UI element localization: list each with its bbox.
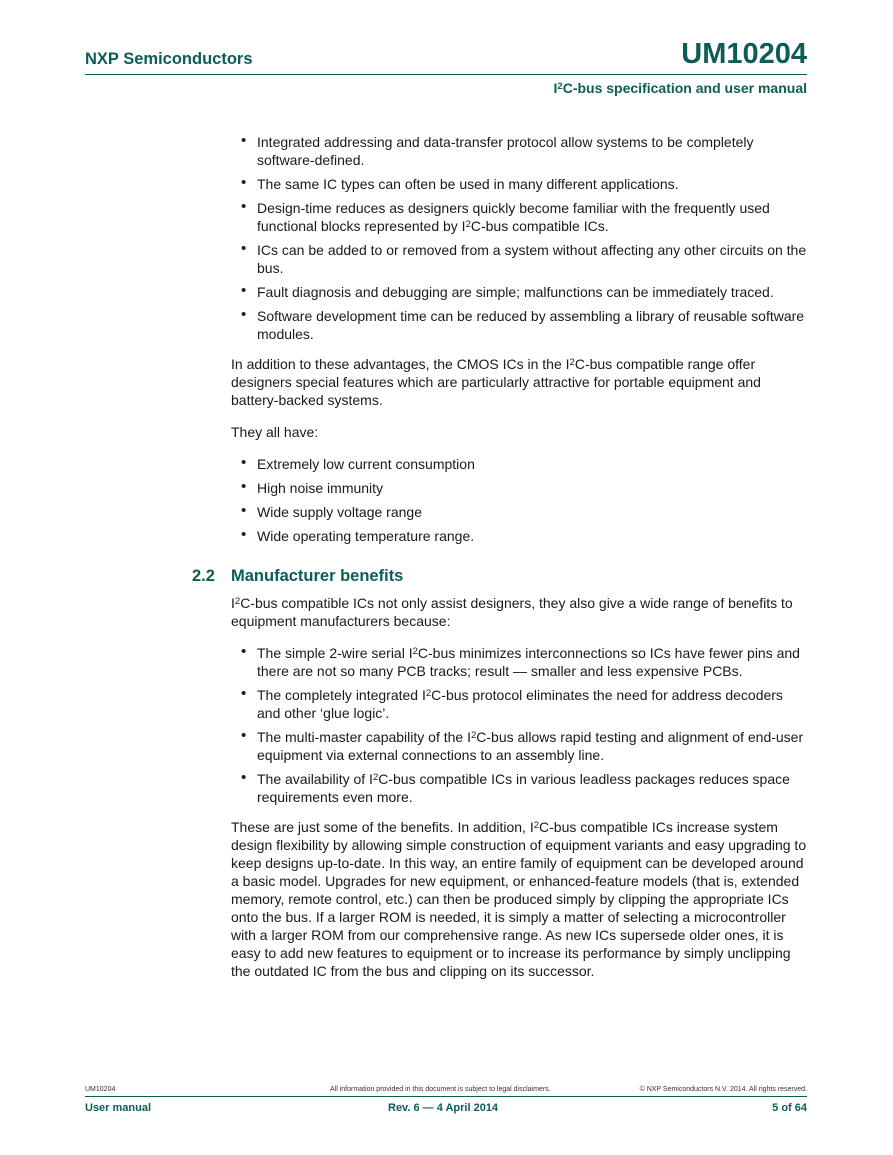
subtitle-post: C-bus specification and user manual [562, 80, 807, 96]
list-item [231, 241, 809, 277]
subtitle-sup: 2 [557, 81, 563, 93]
footer-revision: Rev. 6 — 4 April 2014 [388, 1102, 499, 1114]
list-item [231, 199, 809, 235]
paragraph [231, 594, 809, 630]
document-id: UM10204 [681, 38, 807, 70]
list-item [231, 283, 809, 301]
header-divider [85, 74, 807, 75]
company-name: NXP Semiconductors [85, 50, 253, 68]
list-item-post: C-bus compatible ICs in various leadless packages reduces space requirements even more. [257, 771, 790, 805]
subtitle-pre: I [553, 80, 558, 96]
features-list [231, 455, 809, 545]
paragraph-post: C-bus compatible ICs increase system design flexibility by allowing simple construction of equipment variants and easy upgrading to keep designs up-to-date. In this way, an entire family of equipment can be developed around a basic model. Upgrades for new equipment, or enhanced-feature models (that is, extended memory, remote control, etc.) can then be produced simply by clipping the appropriate ICs onto the bus. If a larger ROM is needed, it is simply a matter of selecting a microcontroller with a larger ROM from our comprehensive range. As new ICs supersede older ones, it is easy to add new features to equipment or to increase its performance by simply unclipping the outdated IC from the bus and clipping on its successor. [231, 819, 807, 979]
list-item-sup: 2 [412, 646, 418, 658]
section-number: 2.2 [192, 567, 215, 585]
list-item: • Wide operating temperature range. [231, 527, 809, 545]
footer-doc-id: UM10204 [85, 1086, 116, 1093]
list-item [231, 307, 809, 343]
footer-page-number: 5 of 64 [772, 1102, 807, 1114]
paragraph-pre: In addition to these advantages, the CMOS ICs in the I [231, 356, 570, 372]
section-title: Manufacturer benefits [231, 567, 404, 585]
list-item-text: The same IC types can often be used in many different applications. [257, 176, 679, 192]
paragraph-sup: 2 [234, 596, 241, 608]
footer-doc-type: User manual [85, 1102, 152, 1114]
list-item-pre: The availability of I [257, 771, 373, 787]
document-subtitle [554, 80, 807, 96]
list-item [231, 133, 809, 169]
list-item-sup: 2 [372, 772, 379, 784]
footer-copyright: © NXP Semiconductors N.V. 2014. All rights reserved. [639, 1086, 807, 1093]
list-item-post: C-bus minimizes interconnections so ICs have fewer pins and there are not so many PCB tracks; result — smaller and less expensive PCBs. [257, 645, 800, 679]
list-item-text: Software development time can be reduced by assembling a library of reusable software modules. [257, 308, 805, 342]
list-item [231, 770, 809, 806]
paragraph-post: C-bus compatible range offer designers special features which are particularly attractive for portable equipment and battery-backed systems. [231, 356, 761, 408]
paragraph-post: C-bus compatible ICs not only assist designers, they also give a wide range of benefits to equipment manufacturers because: [231, 595, 793, 629]
paragraph [231, 818, 809, 980]
benefits-list [231, 644, 809, 806]
list-item: • Wide supply voltage range [231, 503, 809, 521]
paragraph-pre: I [231, 595, 235, 611]
list-item-post: C-bus allows rapid testing and alignment of end-user equipment via external connections to an assembly line. [257, 729, 804, 763]
paragraph-sup: 2 [533, 820, 540, 832]
list-item-text: Integrated addressing and data-transfer protocol allow systems to be completely software-defined. [257, 134, 754, 168]
paragraph: They all have: [231, 424, 319, 440]
list-item-pre: Design-time reduces as designers quickly become familiar with the frequently used functional blocks represented by I [257, 200, 770, 234]
list-item-sup: 2 [465, 219, 471, 231]
list-item [231, 686, 809, 722]
advantages-list [231, 133, 809, 343]
list-item-post: C-bus protocol eliminates the need for address decoders and other ‘glue logic’. [257, 687, 783, 721]
list-item [231, 175, 809, 193]
list-item-pre: The simple 2-wire serial I [257, 645, 413, 661]
paragraph [231, 355, 809, 409]
footer-divider [85, 1096, 807, 1097]
list-item-pre: The completely integrated I [257, 687, 426, 703]
list-item [231, 728, 809, 764]
list-item [231, 644, 809, 680]
list-item-pre: The multi-master capability of the I [257, 729, 471, 745]
page-content [192, 133, 809, 980]
footer-disclaimer: All information provided in this document is subject to legal disclaimers. [330, 1086, 551, 1093]
paragraph-pre: These are just some of the benefits. In addition, I [231, 819, 534, 835]
list-item-sup: 2 [470, 730, 477, 742]
list-item: • Extremely low current consumption [231, 455, 809, 473]
section-heading [192, 566, 809, 586]
list-item-text: ICs can be added to or removed from a system without affecting any other circuits on the bus. [257, 242, 807, 276]
list-item-sup: 2 [425, 688, 432, 700]
paragraph-sup: 2 [569, 357, 575, 369]
list-item: • High noise immunity [231, 479, 809, 497]
list-item-post: C-bus compatible ICs. [470, 218, 609, 234]
list-item-text: Fault diagnosis and debugging are simple; malfunctions can be immediately traced. [257, 284, 774, 300]
